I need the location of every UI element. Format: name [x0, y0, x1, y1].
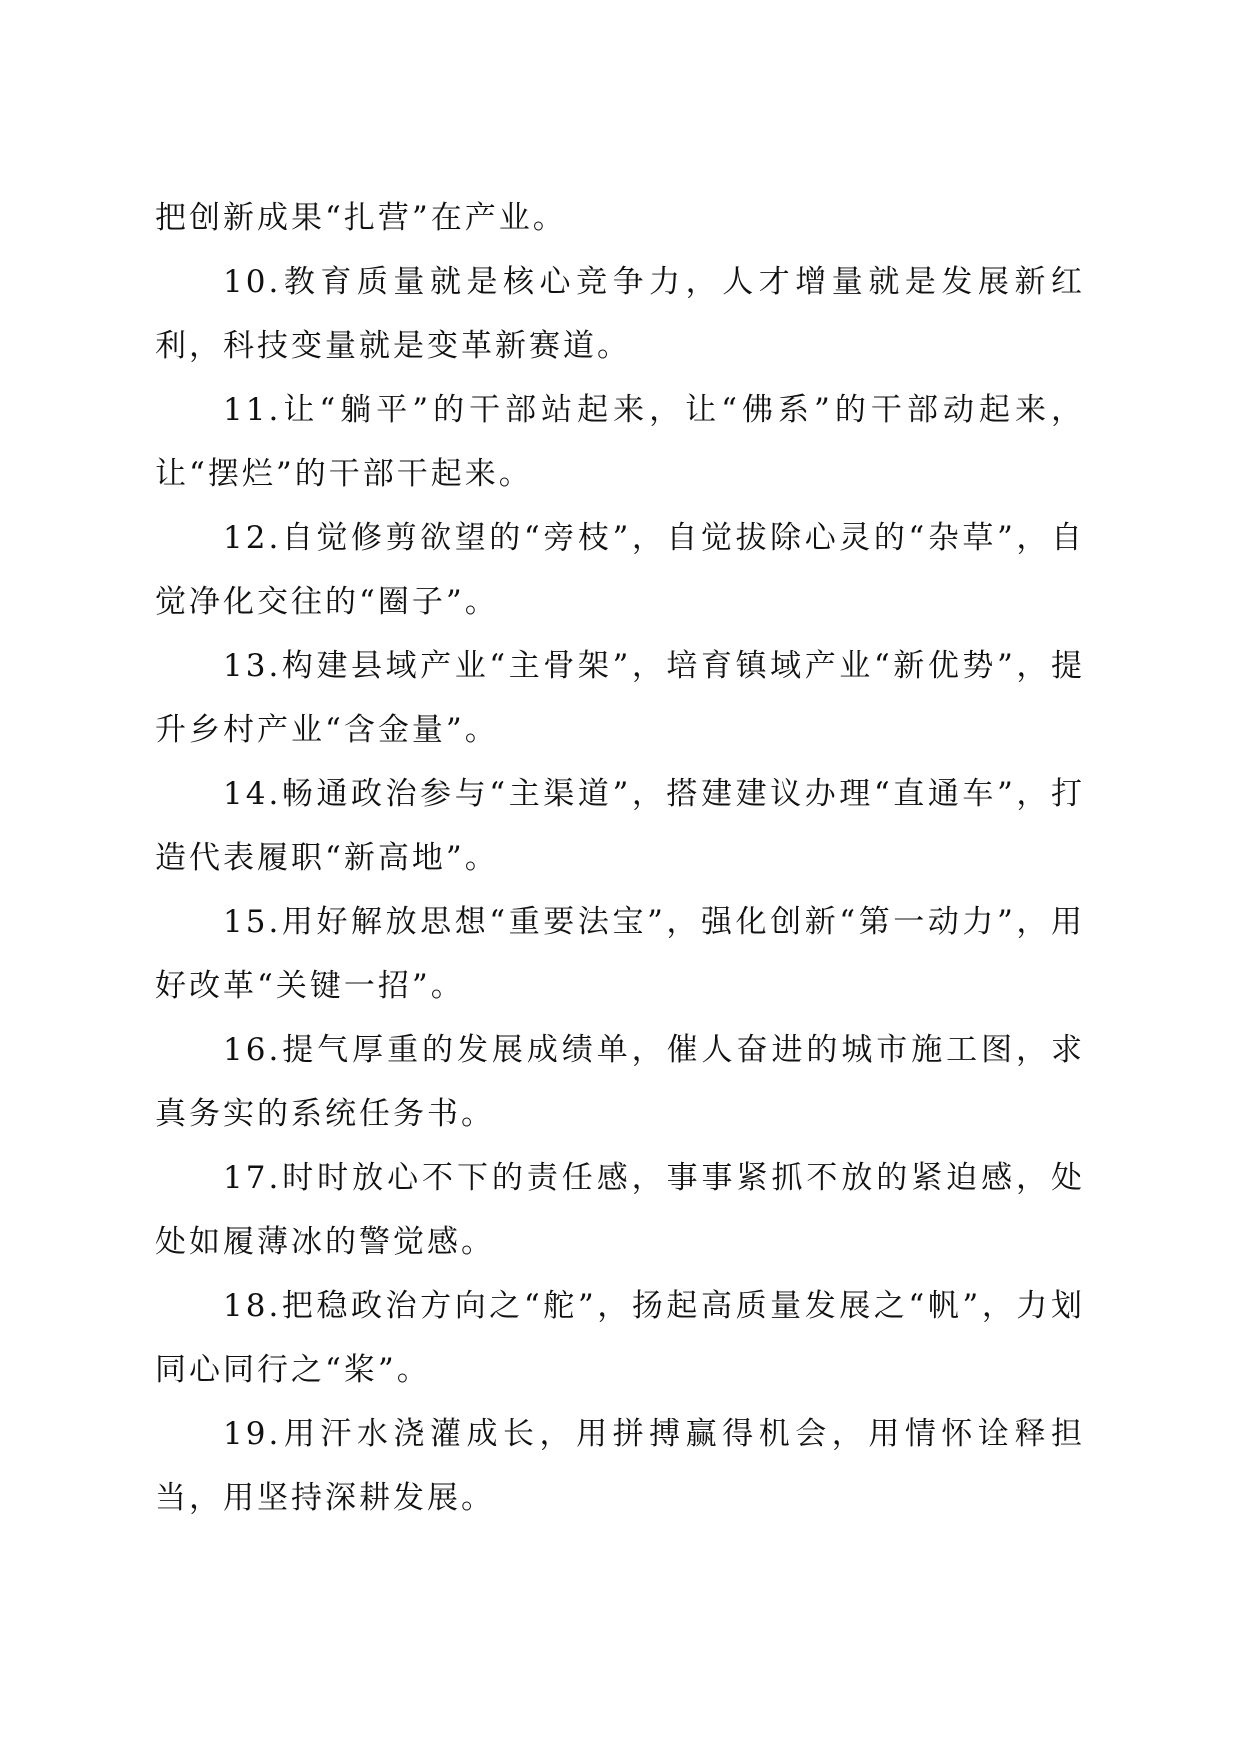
- paragraph-item-16: 16.提气厚重的发展成绩单，催人奋进的城市施工图，求真务实的系统任务书。: [155, 1032, 1085, 1132]
- paragraph-continuation: 把创新成果“扎营”在产业。: [155, 200, 567, 236]
- document-body: [155, 186, 1085, 1530]
- paragraph-item-19: 19.用汗水浇灌成长，用拼搏赢得机会，用情怀诠释担当，用坚持深耕发展。: [155, 1416, 1085, 1516]
- paragraph-item-17: 17.时时放心不下的责任感，事事紧抓不放的紧迫感，处处如履薄冰的警觉感。: [155, 1160, 1085, 1260]
- paragraph-item-12: 12.自觉修剪欲望的“旁枝”，自觉拔除心灵的“杂草”，自觉净化交往的“圈子”。: [155, 520, 1085, 620]
- paragraph-item-10: 10.教育质量就是核心竞争力，人才增量就是发展新红利，科技变量就是变革新赛道。: [155, 264, 1085, 364]
- paragraph-item-13: 13.构建县域产业“主骨架”，培育镇域产业“新优势”，提升乡村产业“含金量”。: [155, 648, 1085, 748]
- paragraph-item-11: 11.让“躺平”的干部站起来，让“佛系”的干部动起来，让“摆烂”的干部干起来。: [155, 392, 1085, 492]
- paragraph-item-18: 18.把稳政治方向之“舵”，扬起高质量发展之“帆”，力划同心同行之“桨”。: [155, 1288, 1085, 1388]
- paragraph-item-14: 14.畅通政治参与“主渠道”，搭建建议办理“直通车”，打造代表履职“新高地”。: [155, 776, 1085, 876]
- paragraph-item-15: 15.用好解放思想“重要法宝”，强化创新“第一动力”，用好改革“关键一招”。: [155, 904, 1085, 1004]
